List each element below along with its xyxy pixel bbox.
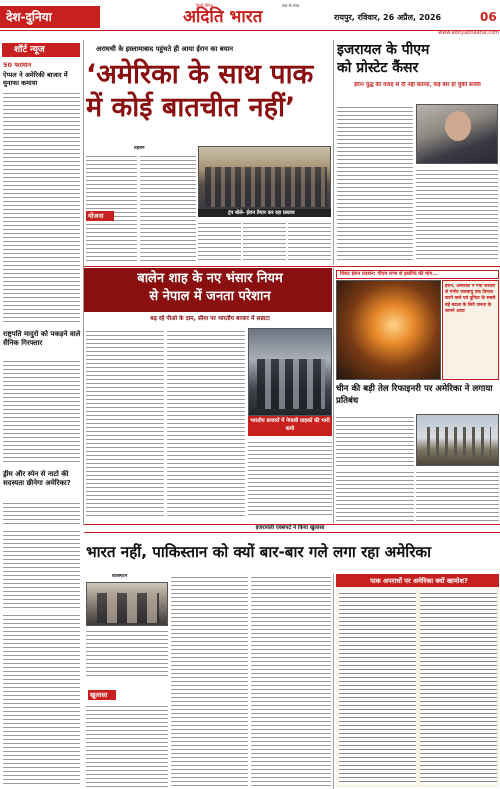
news-body-text — [251, 574, 331, 787]
short-news-head: राष्ट्रपति मादुरो को पकड़ने वाले सैनिक गिरफ्तार — [3, 330, 81, 347]
city-date: रायपुर, रविवार, 26 अप्रैल, 2026 — [334, 13, 442, 22]
logo-tagline: सच के साथ — [282, 3, 300, 8]
column-divider — [333, 40, 334, 265]
section-title: देश-दुनिया — [6, 10, 52, 24]
news-body-text — [336, 414, 414, 466]
pak-box-title: पाक अपराधों पर अमेरिका क्यों खामोश? — [370, 577, 468, 585]
news-body-text — [248, 439, 332, 518]
news-body-text — [167, 328, 245, 518]
page-number: 06 — [480, 10, 497, 24]
short-news-column — [0, 40, 82, 525]
news-body-text — [288, 220, 331, 263]
refinery-photo — [416, 414, 499, 466]
lead-headline-line-1: ‘अमेरिका के साथ पाक — [86, 59, 314, 90]
israel-headline-line-2: को प्रोस्टेट कैंसर — [337, 60, 419, 76]
section-rule — [84, 266, 500, 267]
lead-dateline: तेहरान — [134, 146, 145, 151]
nepal-photo — [248, 328, 332, 416]
news-body-text — [3, 358, 80, 463]
nepal-headline-line-1: बालेन शाह के नए भंसार नियम — [137, 271, 283, 286]
short-news-head: ऐप्पल ने अमेरिकी बाजार में मुनाफा कमाया — [3, 71, 68, 87]
photo-figures — [97, 593, 159, 623]
photo-face — [445, 111, 471, 141]
news-body-text — [339, 590, 416, 785]
news-body-text — [140, 153, 196, 263]
news-body-text — [171, 574, 248, 787]
column-divider — [333, 268, 334, 523]
news-body-text — [86, 628, 168, 678]
inline-label-text: योजना — [88, 212, 104, 220]
israel-headline-line-1: इजरायल के पीएम — [337, 42, 430, 58]
news-body-text — [86, 703, 168, 787]
short-news-head: 50 फरमान — [3, 61, 32, 69]
china-headline: चीन की बड़ी तेल रिफाइनरी पर अमेरिका ने लगाया प्रतिबंध — [336, 384, 493, 406]
lead-headline-line-2: में कोई बातचीत नहीं’ — [86, 92, 296, 123]
nepal-headline-line-2: से नेपाल में जनता परेशान — [149, 289, 271, 304]
news-body-text — [198, 220, 241, 263]
website[interactable]: www.adityabhaarat.com — [438, 30, 499, 36]
iran-protest-label: विराट ईरान प्रदर्शन: पीएम राणा से इस्तीफे की मांग... — [340, 271, 438, 277]
lead-photo-caption: ट्रंप बोले- ईरान तैयार कर रहा प्रस्ताव — [228, 210, 295, 216]
expert-strip-text: इजरायली एक्सपर्ट ने किया खुलासा — [255, 525, 325, 531]
israel-subhead: ईरान युद्ध की वजह से दी नहीं बताया, कई बार हो चुकी सर्जरी — [354, 82, 481, 88]
column-divider — [333, 574, 334, 789]
inline-label-text: खुलासा — [90, 691, 108, 699]
news-body-text — [243, 220, 286, 263]
photo-figures — [257, 359, 325, 409]
iran-sidebar-note: ईरान, अमेरिका ने गया फरवरी से गंभीर जलवायु एक विनाश करने वाले एवं दुनिया के सबसे बड़े बदला के लिये जनता के सामने आया — [445, 284, 496, 314]
bottom-dateline: वॉशिंगटन — [112, 574, 128, 579]
news-body-text — [337, 104, 413, 262]
iran-protest-photo — [336, 280, 441, 380]
news-body-text — [86, 328, 164, 518]
masthead — [0, 0, 500, 36]
lead-kicker: अराघची के इस्लामाबाद पहुंचते ही आया ईरान का बयान — [96, 45, 234, 53]
photo-towers — [427, 427, 491, 457]
news-body-text — [420, 590, 497, 785]
news-body-text — [416, 469, 499, 521]
news-body-text — [3, 528, 80, 608]
logo: अदिति भारत — [183, 7, 263, 27]
lead-photo — [198, 146, 331, 210]
bottom-headline: भारत नहीं, पाकिस्तान को क्यों बार-बार गले लगा रहा अमेरिका — [86, 543, 432, 561]
nepal-subhead: बढ़ रहे पीओ के दाम, सीमा पर भारतीय बाजार में सन्नाटा — [150, 316, 270, 322]
news-body-text — [3, 612, 80, 787]
nepal-photo-caption: भारतीय बाजारों में नेपाली ग्राहकों की भारी कमी — [250, 418, 330, 432]
lead-headline — [86, 58, 336, 148]
news-body-text — [416, 167, 498, 262]
logo-small-text: हिन्दी दैनिक — [196, 3, 214, 8]
short-news-title: शॉर्ट न्यूज — [14, 45, 45, 55]
nepal-headline — [90, 270, 330, 312]
news-body-text — [3, 500, 80, 525]
news-body-text — [336, 469, 414, 521]
news-body-text — [3, 90, 80, 325]
netanyahu-photo — [416, 104, 498, 164]
short-news-head: ड्रीम और स्पेन से नाटो की सदस्यता छीनेगा अमेरिका? — [3, 470, 71, 487]
bottom-photo — [86, 582, 168, 626]
news-body-text — [86, 153, 137, 263]
photo-figures — [205, 167, 327, 207]
israel-headline — [337, 41, 499, 81]
